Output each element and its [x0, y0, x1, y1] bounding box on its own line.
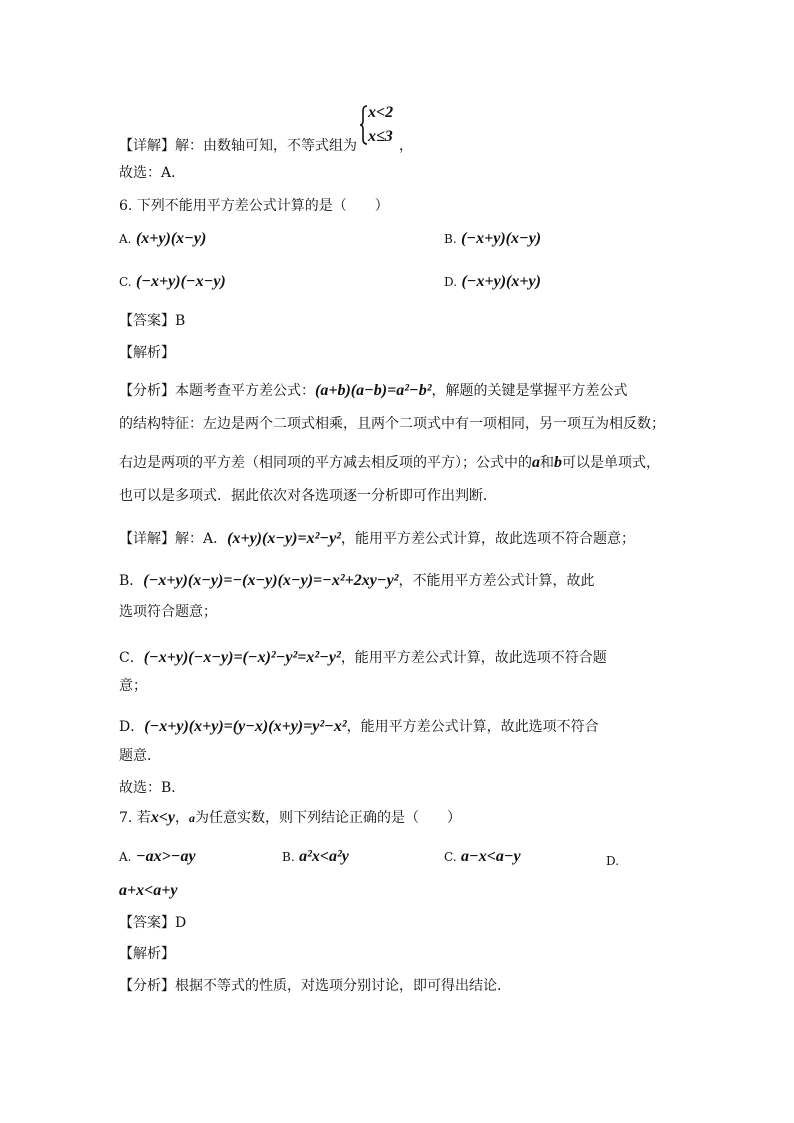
option-label: B.	[444, 232, 457, 246]
option-label: C.	[119, 275, 132, 289]
q7-answer: 【答案】D	[119, 915, 187, 931]
option-expr: −ax>−ay	[135, 848, 196, 865]
q6-analysis-head: 【解析】	[119, 345, 175, 361]
q6-analysis-line-3	[119, 453, 660, 473]
option-expr: a−x<a−y	[461, 848, 521, 865]
var-a: a	[532, 454, 540, 471]
q7-option-a	[119, 848, 196, 866]
q6-option-c	[119, 273, 226, 291]
stem-text: 为任意实数，则下列结论正确的是（ ）	[195, 810, 462, 826]
detail-q5-line	[119, 136, 413, 156]
option-label: A.	[119, 850, 132, 864]
detail-prefix: D．	[119, 719, 145, 735]
q6-detail-b-line2: 选项符合题意；	[119, 604, 217, 620]
option-label: D.	[606, 854, 620, 868]
option-label: A.	[119, 232, 132, 246]
detail-suffix: ，能用平方差公式计算，故此选项不符合题意；	[340, 531, 635, 547]
q7-analysis-head: 【解析】	[119, 946, 175, 962]
formula: (a+b)(a−b)=a²−b²	[315, 382, 432, 399]
q6-choose: 故选：B．	[119, 780, 186, 796]
option-expr: (−x+y)(x−y)	[461, 230, 542, 247]
q6-detail-c	[119, 648, 607, 668]
detail-q5-suffix: ，	[399, 138, 413, 154]
detail-q5-prefix: 【详解】解：由数轴可知，不等式组为	[119, 138, 357, 154]
option-expr: (x+y)(x−y)	[135, 230, 207, 247]
q6-detail-d	[119, 717, 599, 737]
q6-detail-a	[119, 529, 635, 549]
q7-stem	[119, 808, 461, 828]
option-expr: a+x<a+y	[119, 882, 178, 899]
analysis-text: 可以是单项式，	[562, 455, 660, 471]
detail-expr: (−x+y)(x−y)=−(x−y)(x−y)=−x²+2xy−y²	[143, 572, 399, 589]
option-expr: (−x+y)(−x−y)	[136, 273, 226, 290]
option-expr: (−x+y)(x+y)	[461, 273, 541, 290]
analysis-text: ，解题的关键是掌握平方差公式	[431, 383, 628, 399]
q6-answer: 【答案】B	[119, 313, 186, 329]
var-a: a	[189, 811, 196, 825]
q6-analysis-line-1	[119, 381, 628, 401]
detail-expr: (x+y)(x−y)=x²−y²	[227, 530, 341, 547]
condition: x<y	[150, 809, 176, 826]
q6-option-d	[444, 273, 541, 291]
q5-choose: 故选：A．	[119, 165, 186, 181]
option-expr: a²x<a²y	[299, 848, 349, 865]
detail-suffix: ，不能用平方差公式计算，故此	[398, 573, 595, 589]
detail-suffix: ，能用平方差公式计算，故此选项不符合题	[340, 650, 607, 666]
q7-option-d	[119, 882, 177, 900]
analysis-text: 右边是两项的平方差（相同项的平方减去相反项的平方）；公式中的	[119, 455, 532, 471]
stem-text: ，	[175, 810, 190, 826]
and-text: 和	[540, 455, 554, 471]
q7-option-c	[444, 848, 521, 866]
detail-expr: (−x+y)(x+y)=(y−x)(x+y)=y²−x²	[144, 718, 347, 735]
system-line-1: x<2	[368, 104, 394, 121]
q6-stem: 6. 下列不能用平方差公式计算的是（ ）	[119, 198, 389, 214]
option-label: C.	[444, 850, 457, 864]
detail-expr: (−x+y)(−x−y)=(−x)²−y²=x²−y²	[143, 649, 341, 666]
detail-prefix: B．	[119, 573, 144, 589]
detail-prefix: C．	[119, 650, 144, 666]
q7-option-d-label	[606, 853, 619, 869]
q6-option-a	[119, 230, 206, 248]
system-line-2: x≤3	[368, 128, 393, 145]
q7-option-b	[282, 848, 349, 866]
q6-analysis-line-2: 的结构特征：左边是两个二项式相乘，且两个二项式中有一项相同，另一项互为相反数；	[119, 416, 665, 432]
q7-analysis: 【分析】根据不等式的性质，对选项分别讨论，即可得出结论．	[119, 978, 511, 994]
q6-option-b	[444, 230, 541, 248]
detail-prefix: 【详解】解：A．	[119, 531, 228, 547]
option-label: D.	[444, 275, 458, 289]
var-b: b	[554, 454, 562, 471]
q6-analysis-line-4: 也可以是多项式．据此依次对各选项逐一分析即可作出判断．	[119, 488, 497, 504]
stem-text: 7. 若	[119, 810, 151, 826]
q6-detail-c-line2: 意；	[119, 678, 147, 694]
option-label: B.	[282, 850, 295, 864]
analysis-text: 【分析】本题考查平方差公式：	[119, 383, 315, 399]
detail-suffix: ，能用平方差公式计算，故此选项不符合	[346, 719, 599, 735]
q6-detail-b	[119, 571, 594, 591]
q6-detail-d-line2: 题意．	[119, 748, 161, 764]
